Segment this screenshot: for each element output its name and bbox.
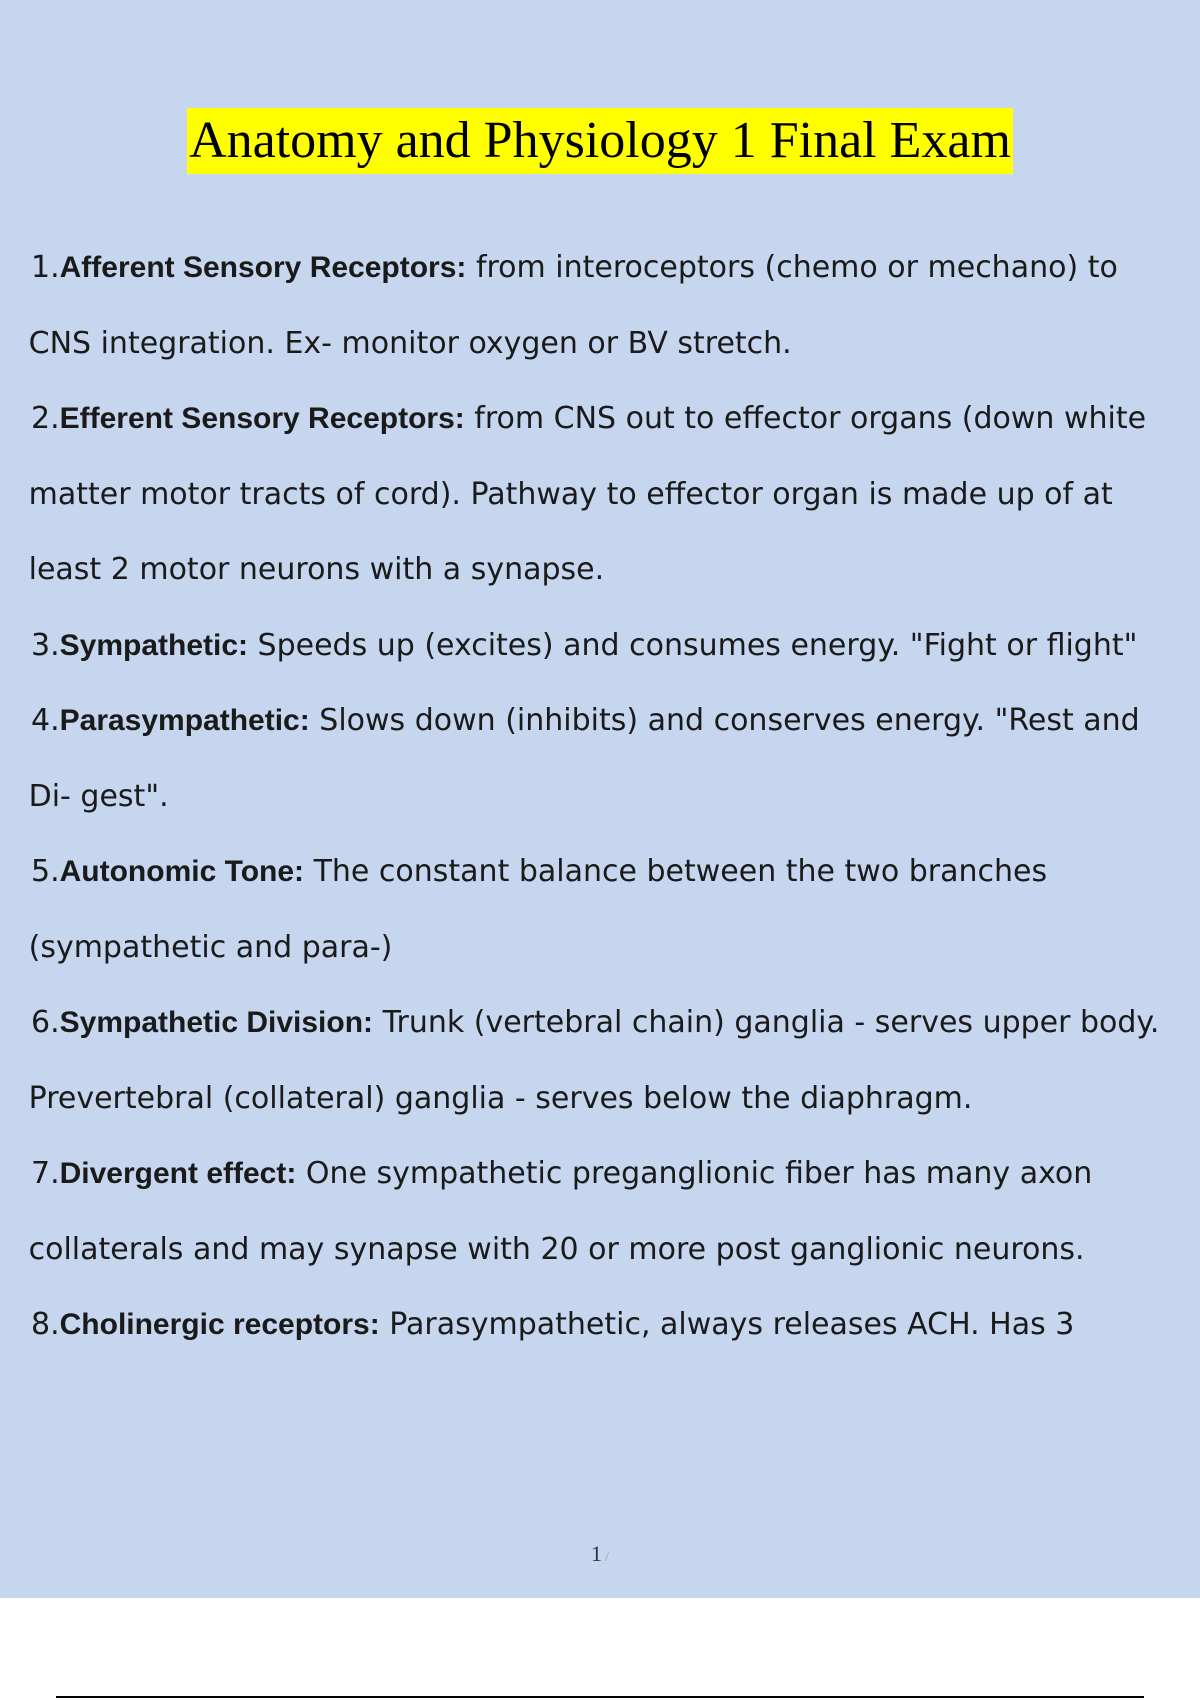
item-body <box>29 230 1181 381</box>
list-item <box>31 608 1181 684</box>
list-item <box>28 381 1181 608</box>
item-term: Parasympathetic: <box>59 704 310 737</box>
item-text: Parasympathetic, always releases ACH. Has 3 <box>379 1307 1075 1342</box>
item-term: Afferent Sensory Receptors: <box>59 251 467 284</box>
item-term: Sympathetic Division: <box>59 1006 374 1039</box>
item-body <box>29 381 1181 608</box>
item-body <box>29 1136 1181 1287</box>
item-body <box>29 834 1181 985</box>
item-text: The constant balance between the two branches (sympathetic and para-) <box>28 854 1048 965</box>
item-number: 7. <box>31 1156 60 1191</box>
page-title: Anatomy and Physiology 1 Final Exam <box>187 108 1013 174</box>
item-text: Trunk (vertebral chain) ganglia - serves upper body. Prevertebral (collateral) ganglia - serves below the diaphragm. <box>28 1005 1160 1116</box>
item-number: 4. <box>31 703 60 738</box>
list-item <box>28 1136 1181 1287</box>
list-item <box>28 683 1181 834</box>
item-text: Speeds up (excites) and consumes energy. "Fight or flight" <box>248 627 1138 663</box>
item-term: Sympathetic: <box>59 628 249 662</box>
item-body <box>29 1287 1181 1363</box>
item-number: 3. <box>31 627 60 663</box>
item-number: 8. <box>31 1307 60 1342</box>
item-text: One sympathetic preganglionic fiber has many axon collaterals and may synapse with 20 or more post ganglionic neurons. <box>28 1156 1093 1267</box>
page-number-separator: / <box>605 1550 609 1565</box>
item-term: Autonomic Tone: <box>59 855 305 888</box>
item-term: Divergent effect: <box>59 1157 297 1190</box>
item-body <box>29 985 1181 1136</box>
item-text: from interoceptors (chemo or mechano) to CNS integration. Ex- monitor oxygen or BV stretch. <box>28 250 1118 361</box>
item-number: 1. <box>31 250 60 285</box>
item-body <box>29 683 1181 834</box>
item-number: 5. <box>31 854 60 889</box>
item-text: from CNS out to effector organs (down white matter motor tracts of cord). Pathway to effector organ is made up of at least 2 motor neurons with a synapse. <box>28 401 1147 587</box>
list-item <box>28 985 1181 1136</box>
item-text: Slows down (inhibits) and conserves energy. "Rest and Di- gest". <box>28 703 1140 814</box>
definition-list <box>28 230 1181 1363</box>
page-number-value: 1 <box>591 1541 603 1566</box>
list-item <box>31 1287 1181 1363</box>
title-container <box>0 108 1200 174</box>
item-term: Efferent Sensory Receptors: <box>59 402 465 435</box>
footer-divider <box>56 1696 1144 1698</box>
item-term: Cholinergic receptors: <box>59 1308 380 1341</box>
item-number: 6. <box>31 1005 60 1040</box>
list-item <box>28 230 1181 381</box>
item-number: 2. <box>31 401 60 436</box>
item-body <box>60 608 1181 684</box>
list-item <box>28 834 1181 985</box>
page-number <box>0 1541 1200 1567</box>
